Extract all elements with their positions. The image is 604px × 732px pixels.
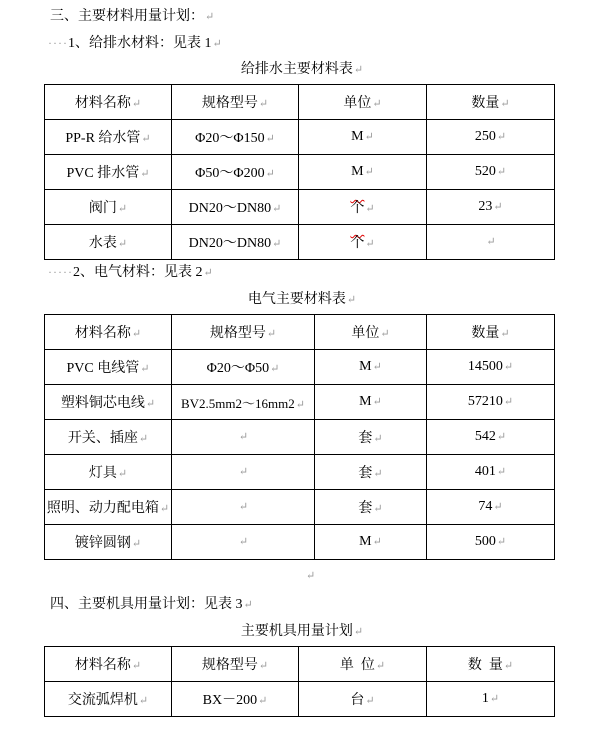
header-cell: 单 位↵ [299,647,427,682]
paragraph-mark-icon: ↵ [372,536,382,548]
paragraph-mark-icon: ↵ [375,660,386,672]
table-cell: 套↵ [315,490,427,525]
paragraph-mark-icon: ↵ [373,433,383,445]
table-cell: 塑料铜芯电线↵ [45,385,172,420]
table-cell: 1↵ [427,682,555,717]
paragraph-mark-icon: ↵ [131,538,142,550]
header-cell: 数 量↵ [427,647,555,682]
table-cell: 阀门↵ [45,190,172,225]
header-cell: 材料名称↵ [45,647,172,682]
paragraph-mark-icon: ↵ [503,660,514,672]
table-cell: 套↵ [315,455,427,490]
paragraph-mark-icon: ↵ [212,38,222,50]
header-cell: 单位↵ [315,315,427,350]
subsection-1-text: 1、给排水材料：见表 1 [67,36,212,51]
paragraph-mark-icon: ↵ [117,468,128,480]
table-2-title-text: 电气主要材料表 [247,292,346,307]
table-row [45,490,555,525]
table-cell: 74↵ [427,490,555,525]
paragraph-mark-icon: ↵ [238,466,249,478]
paragraph-mark-icon: ↵ [372,396,382,408]
table-cell: 开关、插座↵ [45,420,172,455]
paragraph-mark-icon: ↵ [141,133,151,145]
paragraph-mark-icon: ↵ [306,570,316,582]
table-cell: 401↵ [427,455,555,490]
paragraph-mark-icon: ↵ [503,361,514,373]
table-cell: M↵ [315,385,427,420]
header-cell: 规格型号↵ [172,85,299,120]
paragraph-mark-icon: ↵ [238,536,249,548]
table-cell: 542↵ [427,420,555,455]
table-cell: M↵ [315,350,427,385]
header-cell: 规格型号↵ [172,315,315,350]
table-cell: 交流弧焊机↵ [45,682,172,717]
table-cell: PP-R 给水管↵ [45,120,172,155]
table-cell [172,490,315,525]
paragraph-mark-icon: ↵ [365,203,375,215]
paragraph-mark-icon: ↵ [238,431,249,443]
table-cell: 台↵ [299,682,427,717]
table-cell [172,455,315,490]
spellcheck-underlined-text: 个 [350,201,365,216]
table-cell: 镀锌圆钢↵ [45,525,172,560]
paragraph-mark-icon: ↵ [272,203,282,215]
table-2-title [0,288,604,308]
table-cell: 水表↵ [45,225,172,260]
table-3 [44,646,555,717]
table-cell: PVC 电线管↵ [45,350,172,385]
table-1-title-text: 给排水主要材料表 [240,62,353,77]
table-cell: M↵ [299,120,427,155]
paragraph-mark-icon: ↵ [145,398,156,410]
table-cell: DN20～DN80↵ [172,225,299,260]
spellcheck-underlined-text: 个 [350,236,365,251]
paragraph-mark-icon: ↵ [496,536,507,548]
table-cell: Φ50～Φ200↵ [172,155,299,190]
table-cell: 14500↵ [427,350,555,385]
paragraph-mark-icon: ↵ [373,468,383,480]
table-cell: M↵ [299,155,427,190]
paragraph-mark-icon: ↵ [138,695,149,707]
table-header-row [45,647,555,682]
table-cell: 照明、动力配电箱↵ [45,490,172,525]
table-cell: PVC 排水管↵ [45,155,172,190]
paragraph-mark-icon: ↵ [117,203,128,215]
paragraph-mark-icon: ↵ [486,236,496,248]
paragraph-mark-icon: ↵ [265,168,275,180]
table-3-title [0,620,604,640]
table-row [45,525,555,560]
paragraph-mark-icon: ↵ [380,328,390,340]
table-row [45,385,555,420]
paragraph-mark-icon: ↵ [493,201,503,213]
header-cell: 规格型号↵ [172,647,299,682]
paragraph-mark-icon: ↵ [496,431,507,443]
paragraph-mark-icon: ↵ [265,133,275,145]
paragraph-mark-icon: ↵ [159,503,170,515]
paragraph-mark-icon: ↵ [205,11,215,23]
paragraph-mark-icon: ↵ [489,693,500,705]
indent-dots: ···· [48,36,68,50]
header-cell: 材料名称↵ [45,315,172,350]
paragraph-mark-icon: ↵ [496,131,507,143]
header-cell: 数量↵ [427,315,555,350]
empty-paragraph [305,568,315,584]
paragraph-mark-icon: ↵ [500,98,510,110]
paragraph-mark-icon: ↵ [500,328,510,340]
paragraph-mark-icon: ↵ [131,98,142,110]
paragraph-mark-icon: ↵ [272,238,282,250]
table-cell: 套↵ [315,420,427,455]
section-3-heading-text: 三、主要材料用量计划： [50,9,204,24]
subsection-2-text: 2、电气材料：见表 2 [72,265,203,280]
table-1-title [0,58,604,78]
table-row [45,225,555,260]
table-row [45,682,555,717]
subsection-2-line [48,261,213,281]
table-cell: DN20～DN80↵ [172,190,299,225]
table-cell: 250↵ [427,120,555,155]
table-header-row [45,85,555,120]
paragraph-mark-icon: ↵ [131,660,142,672]
table-row [45,455,555,490]
paragraph-mark-icon: ↵ [372,361,382,373]
indent-dots: ····· [48,265,73,279]
subsection-1-line [48,32,222,52]
paragraph-mark-icon: ↵ [243,599,253,611]
table-row [45,350,555,385]
table-cell: BV2.5mm2～16mm2↵ [172,385,315,420]
paragraph-mark-icon: ↵ [365,238,375,250]
paragraph-mark-icon: ↵ [203,267,213,279]
table-cell [172,420,315,455]
paragraph-mark-icon: ↵ [140,168,150,180]
table-row [45,420,555,455]
table-cell: Φ20～Φ150↵ [172,120,299,155]
paragraph-mark-icon: ↵ [496,466,507,478]
table-1 [44,84,555,260]
table-row [45,120,555,155]
section-4-heading [50,593,253,613]
paragraph-mark-icon: ↵ [365,695,375,707]
paragraph-mark-icon: ↵ [131,328,142,340]
table-cell [299,190,427,225]
table-cell [172,525,315,560]
table-cell: BX－200↵ [172,682,299,717]
paragraph-mark-icon: ↵ [364,166,374,178]
paragraph-mark-icon: ↵ [140,363,150,375]
paragraph-mark-icon: ↵ [138,433,149,445]
paragraph-mark-icon: ↵ [117,238,128,250]
paragraph-mark-icon: ↵ [258,660,269,672]
table-cell: 23↵ [427,190,555,225]
table-cell: Φ20～Φ50↵ [172,350,315,385]
table-row [45,155,555,190]
table-cell [427,225,555,260]
paragraph-mark-icon: ↵ [353,64,364,76]
section-4-heading-text: 四、主要机具用量计划：见表 3 [50,597,243,612]
table-cell: M↵ [315,525,427,560]
table-cell [299,225,427,260]
table-cell: 灯具↵ [45,455,172,490]
paragraph-mark-icon: ↵ [266,328,277,340]
table-2 [44,314,555,560]
paragraph-mark-icon: ↵ [258,98,269,110]
paragraph-mark-icon: ↵ [258,695,268,707]
table-cell: 57210↵ [427,385,555,420]
header-cell: 单位↵ [299,85,427,120]
section-3-heading [50,5,214,25]
table-row [45,190,555,225]
header-cell: 数量↵ [427,85,555,120]
paragraph-mark-icon: ↵ [346,294,357,306]
table-cell: 500↵ [427,525,555,560]
paragraph-mark-icon: ↵ [373,503,383,515]
paragraph-mark-icon: ↵ [364,131,374,143]
paragraph-mark-icon: ↵ [295,398,305,411]
paragraph-mark-icon: ↵ [238,501,249,513]
table-header-row [45,315,555,350]
paragraph-mark-icon: ↵ [493,501,503,513]
paragraph-mark-icon: ↵ [503,396,514,408]
paragraph-mark-icon: ↵ [270,363,280,375]
table-3-title-text: 主要机具用量计划 [240,624,353,639]
table-cell: 520↵ [427,155,555,190]
paragraph-mark-icon: ↵ [353,626,364,638]
header-cell: 材料名称↵ [45,85,172,120]
paragraph-mark-icon: ↵ [372,98,382,110]
paragraph-mark-icon: ↵ [496,166,507,178]
